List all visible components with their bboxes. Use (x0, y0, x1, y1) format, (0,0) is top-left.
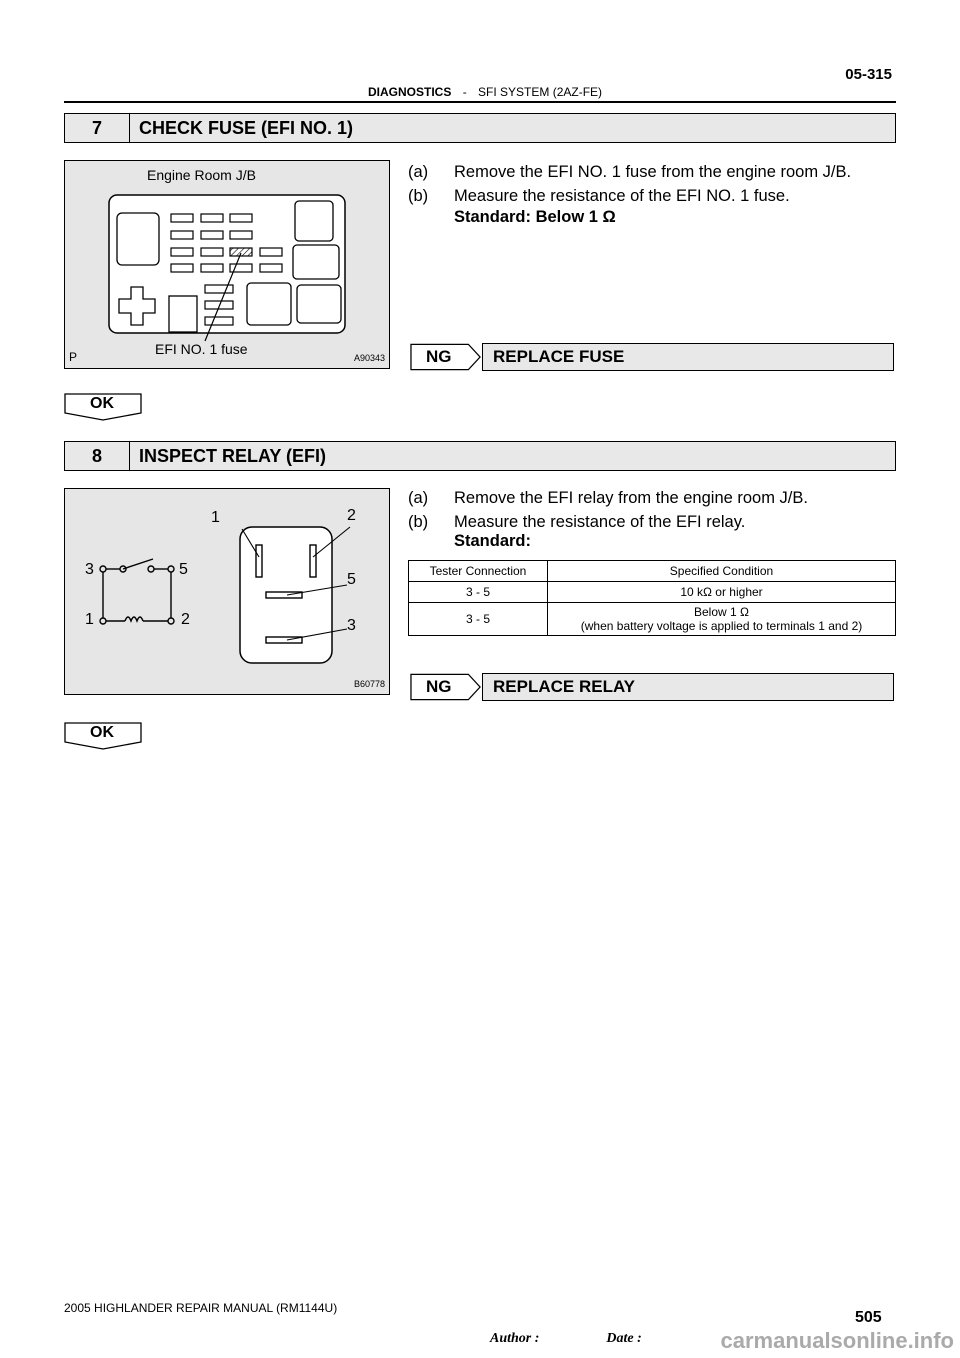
relay-terminal-5: 5 (347, 571, 356, 588)
figure-corner-mark: P (69, 350, 78, 364)
table-row (409, 603, 896, 636)
step-7-ok-result (64, 393, 144, 421)
table-header-row (409, 561, 896, 582)
footer-author-date (490, 1331, 642, 1347)
schematic-terminal-1: 1 (85, 611, 94, 628)
step-7-standard: Standard: Below 1 Ω (454, 208, 616, 226)
watermark: carmanualsonline.info (720, 1328, 954, 1353)
step-8-number: 8 (65, 442, 130, 470)
table-cell-connection: 3 - 5 (409, 603, 548, 636)
step-7-instructions (408, 160, 851, 208)
figure-label-efi-fuse: EFI NO. 1 fuse (155, 341, 248, 357)
header-section: DIAGNOSTICS (368, 85, 452, 99)
footer-manual-title: 2005 HIGHLANDER REPAIR MANUAL (RM1144U) (64, 1301, 338, 1315)
relay-terminal-1: 1 (211, 509, 220, 526)
instruction-a: (a) Remove the EFI relay from the engine room J/B. (408, 489, 808, 507)
step-8-ok-result (64, 722, 144, 750)
ok-label: OK (90, 724, 114, 741)
table-cell-condition (548, 603, 896, 636)
footer-page-number: 505 (855, 1309, 882, 1326)
schematic-terminal-5: 5 (179, 561, 188, 578)
step-7-number: 7 (65, 114, 130, 142)
page-code: 05-315 (845, 66, 892, 83)
header-rule (64, 101, 896, 103)
ok-label: OK (90, 395, 114, 412)
table-cell-condition: 10 kΩ or higher (548, 582, 896, 603)
footer-author: Author : (490, 1331, 540, 1346)
table-header-connection: Tester Connection (409, 561, 548, 582)
instruction-a: (a) Remove the EFI NO. 1 fuse from the engine room J/B. (408, 163, 852, 181)
header-subsection: SFI SYSTEM (2AZ-FE) (478, 85, 603, 99)
page-header-title (368, 85, 698, 99)
schematic-terminal-2: 2 (181, 611, 190, 628)
step-8-ng-result (410, 673, 894, 701)
condition-line-1: Below 1 Ω (694, 605, 749, 619)
replace-fuse-action: REPLACE FUSE (482, 343, 894, 371)
table-header-condition: Specified Condition (548, 561, 896, 582)
step-7-title: CHECK FUSE (EFI NO. 1) (139, 118, 354, 138)
fuse-box-figure (64, 160, 390, 369)
step-8-title: INSPECT RELAY (EFI) (139, 446, 327, 466)
schematic-terminal-3: 3 (85, 561, 94, 578)
figure-code: B60778 (353, 679, 385, 689)
table-row (409, 582, 896, 603)
step-7-ng-result (410, 343, 894, 371)
efi-fuse-highlight (230, 248, 252, 256)
fuse-box-illustration (65, 161, 389, 368)
replace-relay-action: REPLACE RELAY (482, 673, 894, 701)
instruction-b: (b) Measure the resistance of the EFI NO. 1 fuse. (408, 187, 790, 205)
step-7-header (64, 113, 896, 143)
footer-date: Date : (606, 1331, 642, 1346)
relay-terminal-3: 3 (347, 617, 356, 634)
header-separator: - (462, 85, 467, 99)
relay-terminal-2: 2 (347, 507, 356, 524)
step-8-instructions (408, 486, 808, 534)
ng-label: NG (426, 347, 452, 366)
figure-label-engine-room-jb: Engine Room J/B (147, 167, 256, 183)
instruction-b: (b) Measure the resistance of the EFI relay. (408, 513, 746, 531)
condition-line-2: (when battery voltage is applied to terminals 1 and 2) (580, 619, 863, 633)
step-8-header (64, 441, 896, 471)
relay-figure (64, 488, 390, 695)
relay-spec-table (408, 560, 896, 636)
relay-illustration (65, 489, 389, 694)
figure-code: A90343 (353, 353, 385, 363)
table-cell-connection: 3 - 5 (409, 582, 548, 603)
step-8-standard: Standard: (454, 532, 532, 550)
ng-label: NG (426, 677, 452, 696)
